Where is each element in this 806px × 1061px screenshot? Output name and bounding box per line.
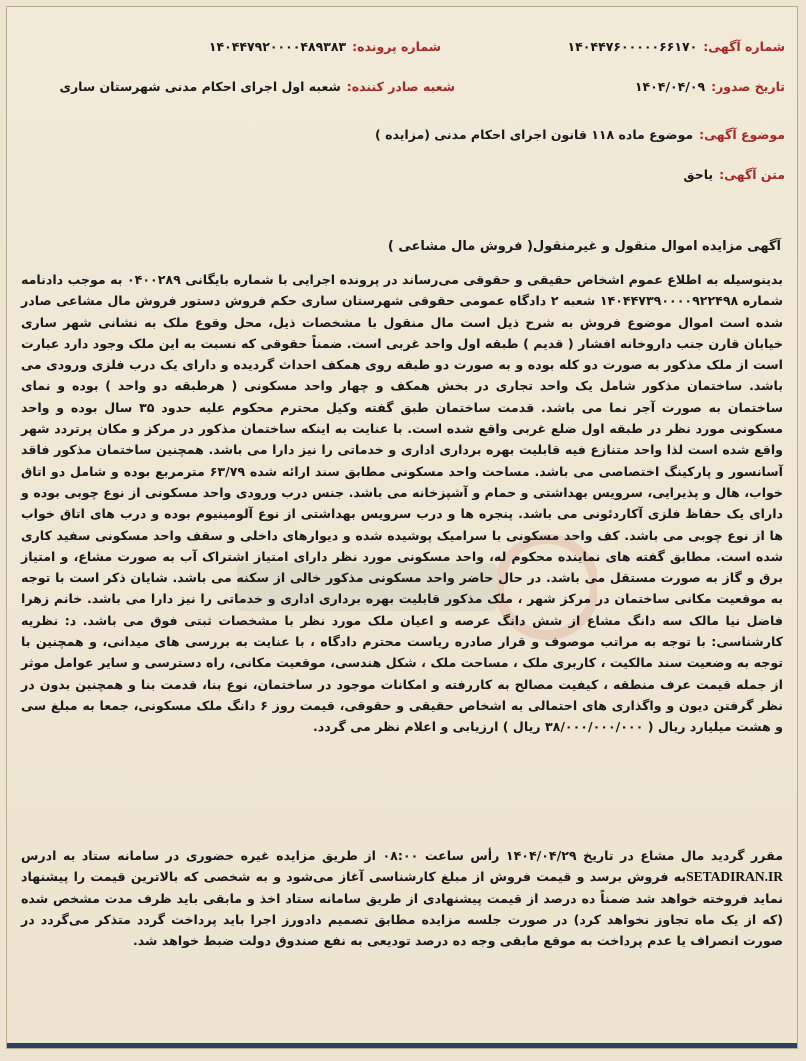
case-number-label: شماره پرونده:	[352, 39, 441, 54]
issue-date-label: تاریخ صدور:	[711, 79, 785, 94]
notice-number	[568, 39, 785, 54]
closing-text-after: به فروش برسد و قیمت فروش از مبلغ کارشناسی آغاز می‌شود و به شخصی که بالاترین قیمت را پیشنهاد نماید فروخته خواهد شد ضمناً ده درصد از قیمت پیشنهادی از طریق سامانه ستاد اخذ و مابقی باید ظرف مدت مشخص شده (که از یک ماه تجاوز نخواهد کرد) در صورت جلسه مزایده مطابق تصمیم دادورز اجرا باید پرداخت گردد متذکر می‌گردد در صورت انصراف یا عدم پرداخت به موقع مابقی وجه ده درصد تودیعی به نفع صندوق دولت ضبط خواهد شد.	[21, 869, 783, 949]
notice-text-header	[683, 167, 785, 182]
case-number	[209, 39, 441, 54]
issuer	[60, 79, 456, 94]
notice-title: آگهی مزایده اموال منقول و غیرمنقول( فروش مال مشاعی )	[387, 239, 781, 254]
subject-value: موضوع ماده ۱۱۸ قانون اجرای احکام مدنی (مزایده )	[375, 127, 694, 142]
notice-number-label: شماره آگهی:	[703, 39, 785, 54]
text-label: متن آگهی:	[719, 167, 785, 182]
closing-text-before: مقرر گردید مال مشاع در تاریخ ۱۴۰۴/۰۴/۲۹ رأس ساعت ۰۸:۰۰ از طریق مزایده غیره حضوری در سامانه ستاد به ادرس	[21, 848, 783, 863]
issuer-value: شعبه اول اجرای احکام مدنی شهرستان ساری	[59, 79, 341, 94]
subject-label: موضوع آگهی:	[699, 127, 785, 142]
notice-number-value: ۱۴۰۴۴۷۶۰۰۰۰۰۶۶۱۷۰	[567, 39, 698, 54]
bottom-bar	[7, 1043, 797, 1048]
case-number-value: ۱۴۰۴۴۷۹۲۰۰۰۰۴۸۹۳۸۳	[208, 39, 347, 54]
text-value: یاحق	[683, 167, 714, 182]
notice-closing	[21, 845, 783, 951]
issue-date-value: ۱۴۰۴/۰۴/۰۹	[634, 79, 706, 94]
issuer-label: شعبه صادر کننده:	[346, 79, 455, 94]
issue-date	[635, 79, 785, 94]
notice-sheet	[6, 6, 798, 1049]
notice-subject	[375, 127, 785, 142]
notice-body: بدینوسیله به اطلاع عموم اشخاص حقیقی و حقوقی می‌رساند در پرونده اجرایی با شماره بایگانی ۰۴۰۰۲۸۹ به موجب دادنامه شماره ۱۴۰۴۴۷۳۹۰۰۰۰۹۲۲۴۹۸ شعبه ۲ دادگاه عمومی حقوقی شهرستان ساری حکم فروش دستور فروش مال مشاعی صادر شده است اموال موضوع فروش به شرح ذیل است مال منقول با مشخصات ذیل، محل وقوع ملک به نشانی شهر ساری خیابان قارن جنب داروخانه افشار ( قدیم ) طبقه اول واحد غربی است. ضمناً حقوقی که نسبت به این ملک وجود دارد عبارت است از ملک مذکور به صورت دو کله بوده و به صورت دو طبقه روی همکف احداث گردیده و دارای یک درب فلزی ورودی می باشد. ساختمان مذکور شامل یک واحد تجاری در بخش همکف و چهار واحد مسکونی ( هرطبقه دو واحد ) بوده و نمای ساختمان به صورت آجر نما می باشد. قدمت ساختمان طبق گفته وکیل محترم محکوم علیه حدود ۳۵ سال بوده و واحد مسکونی مورد نظر در طبقه اول ضلع غربی واقع شده است. با عنایت به اینکه ساختمان مذکور در مرکز و مکان پرتردد شهر واقع شده است لذا واحد متنازع فیه قابلیت بهره برداری اداری و خدماتی را نیز دارا می باشد. همچنین ساختمان مذکور فاقد آسانسور و پارکینگ اختصاصی می باشد. مساحت واحد مسکونی مطابق سند ارائه شده ۶۳/۷۹ مترمربع بوده و شامل دو اتاق خواب، هال و پذیرایی، سرویس بهداشتی و حمام و آشپزخانه می باشد. جنس درب ورودی واحد مسکونی از نوع چوبی بوده و دارای یک حفاظ فلزی آکاردئونی می باشد. پنجره ها و درب سرویس بهداشتی از نوع آلومینیوم بوده و درب های اتاق خواب ها از نوع چوبی می باشد. کف واحد مسکونی با سرامیک پوشیده شده و دیوارهای داخلی و سقف واحد مسکونی سفید کاری شده است. مطابق گفته های نماینده محکوم له، واحد مسکونی مورد نظر دارای امتیاز اشتراک آب به صورت مشاع، و امتیاز برق و گاز به صورت مستقل می باشد. در حال حاضر واحد مسکونی مذکور خالی از سکنه می باشد. شایان ذکر است با توجه به موقعیت مکانی ساختمان در مرکز شهر ، ملک مذکور قابلیت بهره برداری اداری و خدماتی را نیز دارا می باشد. خانم زهرا فاضل نیا مالک سه دانگ مشاع از شش دانگ عرصه و اعیان ملک مورد نظر با مشخصات ثبتی فوق می باشد. د: نظریه کارشناسی: با توجه به مراتب موصوف و قرار صادره ریاست محترم دادگاه ، با عنایت به بررسی های میدانی، و همچنین با توجه به وضعیت سند مالکیت ، کاربری ملک ، مساحت ملک ، شکل هندسی، موقعیت مکانی، راه دسترسی و سایر عوامل موثر از جمله قیمت عرف منطقه ، کیفیت مصالح به کاررفته و امکانات موجود در ساختمان، نوع بنا، قدمت بنا و همچنین بدون در نظر گرفتن دیون و واگذاری های احتمالی به اشخاص حقیقی و حقوقی، قیمت روز ۶ دانگ ملک مسکونی، جمعا به مبلغ سی و هشت میلیارد ریال ( ۳۸/۰۰۰/۰۰۰/۰۰۰ ریال ) ارزیابی و اعلام نظر می گردد.	[21, 272, 783, 735]
auction-site-link[interactable]: SETADIRAN.IR	[686, 869, 783, 885]
